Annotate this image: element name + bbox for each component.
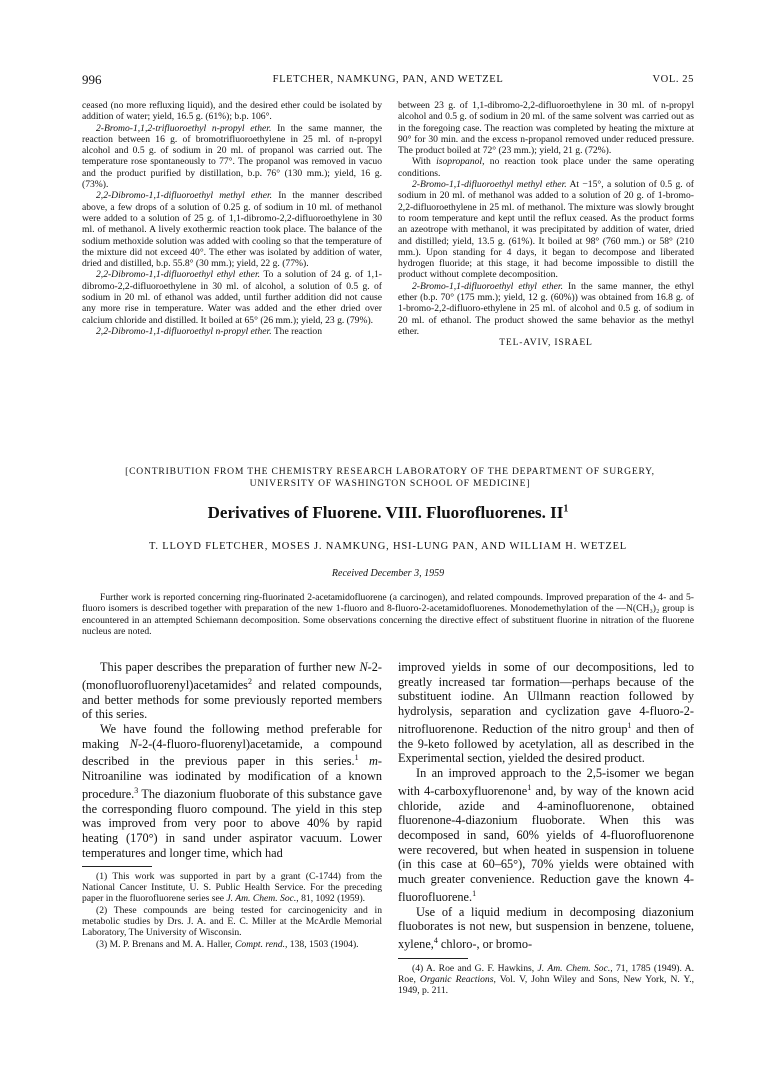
paragraph: 2-Bromo-1,1-difluoroethyl ethyl ether. In the same manner, the ethyl ether (b.p. 70° (175 mm.); yield, 12 g. (60%)) was obtained from 16.8 g. of 1-bromo-2,2-difluoro-ethylene in 25 ml. of alcohol and 0.5 g. of sodium in 20 ml. of ethanol. The product showed the same behavior as the methyl ether. <box>398 280 695 337</box>
author-byline: T. LLOYD FLETCHER, MOSES J. NAMKUNG, HSI-LUNG PAN, AND WILLIAM H. WETZEL <box>148 541 628 552</box>
page-number: 996 <box>82 72 102 87</box>
contribution-note: [CONTRIBUTION FROM THE CHEMISTRY RESEARCH LABORATORY OF THE DEPARTMENT OF SURGERY, UNIVERSITY OF WASHINGTON SCHOOL OF MEDICINE] <box>125 466 655 489</box>
paragraph: Use of a liquid medium in decomposing diazonium fluoborates is not new, but suspension in benzene, toluene, xylene,$^4$ chloro-, or bromo- <box>398 904 694 952</box>
paragraph: improved yields in some of our decompositions, led to greatly increased tar formation—perhaps because of the substituent iodine. An Ullmann reaction followed by hydrolysis, separation and cyclization gave 4-fluoro-2-nitrofluorenone. Reduction of the nitro group$^1$ and then of the 9-keto followed by acetylation, all as described in the Experimental section, yielded the desired product. <box>398 660 694 766</box>
volume-label: VOL. 25 <box>652 74 694 85</box>
running-header <box>82 72 694 88</box>
footnote-rule <box>82 866 152 867</box>
running-authors: FLETCHER, NAMKUNG, PAN, AND WETZEL <box>272 74 504 85</box>
compound-heading: 2-Bromo-1,1-difluoroethyl methyl ether. <box>412 179 567 191</box>
paragraph: 2,2-Dibromo-1,1-difluoroethyl methyl ether. In the manner described above, a few drops of a solution of 0.25 g. of sodium in 10 ml. of methanol were added to a solution of 25 g. of 1,1-dibromo-2,2-difluoroethylene in 30 ml. of methanol. A lively exothermic reaction took place. The balance of the sodium methoxide solution was added with cooling so that the temperature of the mixture did not exceed 40°. The ether was isolated by addition of water, dried and distilled, b.p. 55.8° (30 mm.); yield, 22 g. (77%). <box>82 190 382 270</box>
footnote-rule <box>398 958 468 959</box>
paragraph: between 23 g. of 1,1-dibromo-2,2-difluoroethylene in 30 ml. of n-propyl alcohol and 0.5 g. of sodium in 20 ml. of the same solvent was carried out as in the foregoing case. The reaction was completed by heating the mixture at 90° for 30 min. and the excess n-propanol removed under reduced pressure. The product boiled at 72° (23 mm.); yield, 21 g. (72%). <box>398 100 694 157</box>
paragraph: In an improved approach to the 2,5-isomer we began with 4-carboxyfluorenone$^1$ and, by way of the known acid chloride, azide and 4-aminofluorenone, obtained fluorenone-4-diazonium fluoborate. When this was decomposed in sand, 60% yields of 4-fluorofluorenone were recovered, but when heated in suspension in toluene (in this case at 60–65°), 70% yields were obtained with much greater convenience. Reduction gave the known 4-fluorofluorene.$^1$ <box>398 766 694 904</box>
footnote: (3) M. P. Brenans and M. A. Haller, Compt. rend., 138, 1503 (1904). <box>96 939 359 951</box>
footnotes <box>82 871 382 950</box>
footnote: (1) This work was supported in part by a grant (C-1744) from the National Cancer Institute, U. S. Public Health Service. For the preceding paper in the fluorofluorene series see J. Am. Chem. Soc., 81, 1092 (1959). <box>82 871 382 905</box>
body-left-column <box>82 660 382 951</box>
paragraph: This paper describes the preparation of further new N-2-(monofluorofluorenyl)acetamides$^2$ and related compounds, and better methods for some previously reported members of this series. <box>82 660 382 722</box>
paragraph: With isopropanol, no reaction took place under the same operating conditions. <box>398 156 694 179</box>
paragraph: ceased (no more refluxing liquid), and the desired ether could be isolated by addition of water; yield, 16.5 g. (61%); b.p. 106°. <box>82 100 382 123</box>
paragraph: 2-Bromo-1,1,2-trifluoroethyl n-propyl ether. In the same manner, the reaction between 16 g. of bromotrifluoroethylene in 25 ml. of n-propyl alcohol and 0.5 g. of sodium in 20 ml. of propanol was carried out. The temperature rose spontaneously to 77°. The propanol was removed in vacuo and the product purified by distillation, b.p. 76° (130 mm.); yield, 16 g. (73%). <box>82 122 382 191</box>
article-title: Derivatives of Fluorene. VIII. Fluorofluorenes. $II^1$ <box>207 503 569 522</box>
abstract: Further work is reported concerning ring-fluorinated 2-acetamidofluorene (a carcinogen), and related compounds. Improved preparation of the 4- and 5-fluoro isomers is described together with preparation of the new 1-fluoro and 8-fluoro-2-acetamidofluorenes. Monodemethylation of the —N(CH₃)₂ group is encountered in an attempted Schiemann decomposition. Some observations concerning the directive effect of substituent fluorine in nitration of the fluorene nucleus are noted. <box>82 592 694 637</box>
paragraph: 2-Bromo-1,1-difluoroethyl methyl ether. At −15°, a solution of 0.5 g. of sodium in 20 ml. of methanol was added to a solution of 20 g. of 1-bromo-2,2-difluoroethylene in 25 ml. of methanol. The mixture was slowly brought to room temperature and kept until the reflux ceased. As the product forms an azeotrope with methanol, it was precipitated by addition of water, dried and distilled; yield, 13.5 g. (61%). It boiled at 98° (760 mm.) or 58° (210 mm.). Upon standing for 4 days, it began to decompose and liberated hydrogen fluoride; at this stage, it had become impossible to distill the product without complete decomposition. <box>398 179 694 281</box>
footnote: (4) A. Roe and G. F. Hawkins, J. Am. Chem. Soc., 71, 1785 (1949). A. Roe, Organic Reactions, Vol. V, John Wiley and Sons, New York, N. Y., 1949, p. 211. <box>398 962 694 996</box>
top-right-column <box>398 100 694 349</box>
received-date: Received December 3, 1959 <box>331 568 445 579</box>
location-signature: TEL-AVIV, ISRAEL <box>499 337 593 349</box>
paragraph: 2,2-Dibromo-1,1-difluoroethyl n-propyl ether. The reaction <box>96 325 323 337</box>
footnote: (2) These compounds are being tested for carcinogenicity and in metabolic studies by Drs. J. A. and E. C. Miller at the McArdle Memorial Laboratory, The University of Wisconsin. <box>82 905 382 939</box>
compound-heading: 2-Bromo-1,1-difluoroethyl ethyl ether. <box>412 280 563 292</box>
body-right-column <box>398 660 694 997</box>
compound-heading: 2,2-Dibromo-1,1-difluoroethyl ethyl ether. <box>96 269 261 281</box>
top-left-column <box>82 100 382 337</box>
compound-heading: 2,2-Dibromo-1,1-difluoroethyl methyl ether. <box>96 190 273 202</box>
compound-heading: 2,2-Dibromo-1,1-difluoroethyl n-propyl ether. <box>96 325 272 337</box>
compound-heading: 2-Bromo-1,1,2-trifluoroethyl n-propyl ether. <box>96 122 272 134</box>
paragraph: 2,2-Dibromo-1,1-difluoroethyl ethyl ether. To a solution of 24 g. of 1,1-dibromo-2,2-difluoroethylene in 30 ml. of alcohol, a solution of 0.5 g. of sodium in 20 ml. of ethanol was added, until further addition did not cause any more rise in temperature. Water was added and the ether dried over calcium chloride and distilled. It boiled at 65° (26 mm.); yield, 23 g. (79%). <box>82 269 382 326</box>
paragraph: We have found the following method preferable for making N-2-(4-fluoro-fluorenyl)acetamide, a compound described in the previous paper in this series.$^1$ m-Nitroaniline was iodinated by modification of a known procedure.$^3$ The diazonium fluoborate of this substance gave the corresponding fluoro compound. The yield in this step was improved from very poor to above 40% by rapid heating (170°) in sand under aspirator vacuum. Lower temperatures and longer time, which had <box>82 721 382 860</box>
footnotes <box>398 963 694 996</box>
